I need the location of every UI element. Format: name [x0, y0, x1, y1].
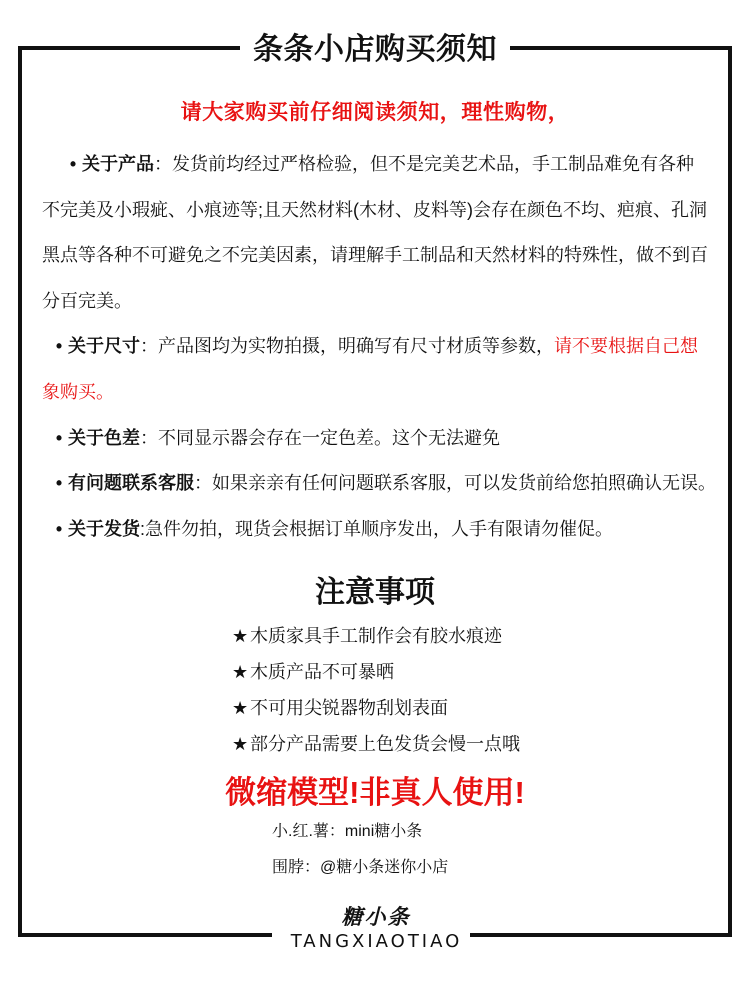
social-label: 小.红.薯： [272, 823, 345, 840]
note-text: 木质产品不可暴晒 [250, 662, 394, 682]
notice-label: 关于发货 [68, 518, 140, 539]
notice-text-line: 不完美及小瑕疵、小痕迹等;且天然材料(木材、皮料等)会存在颜色不均、疤痕、孔洞 [42, 199, 707, 220]
bullet-icon: • [55, 473, 63, 494]
social-item-weibo [272, 850, 592, 886]
notice-label: 关于尺寸 [68, 336, 140, 357]
notice-highlight: 请不要根据自己想 [554, 336, 698, 357]
notice-label: 关于产品 [82, 154, 154, 174]
star-icon: ★ [232, 698, 249, 718]
notice-label: 有问题联系客服 [68, 473, 194, 494]
star-icon: ★ [232, 734, 249, 754]
social-value: @糖小条迷你小店 [320, 859, 449, 876]
notice-text-line: 黑点等各种不可避免之不完美因素，请理解手工制品和天然材料的特殊性，做不到百 [42, 245, 708, 266]
notice-size-line [42, 324, 726, 370]
page-title: 条条小店购买须知 [253, 33, 497, 66]
notice-shipping [42, 507, 726, 553]
brand-name-cn: 糖小条 [341, 906, 411, 929]
bullet-icon: • [55, 336, 63, 357]
notice-color-difference [42, 416, 726, 462]
notice-text: 发货前均经过严格检验，但不是完美艺术品，手工制品难免有各种 [172, 154, 694, 174]
note-item [232, 654, 652, 690]
brand-name-en: TANGXIAOTIAO [290, 931, 463, 952]
notice-text: 急件勿拍，现货会根据订单顺序发出，人手有限请勿催促。 [145, 518, 614, 539]
notice-colon: ： [154, 154, 172, 174]
notes-list [232, 618, 652, 762]
social-item-xiaohongshu [272, 814, 592, 850]
notice-colon: ： [140, 427, 158, 448]
star-icon: ★ [232, 662, 249, 682]
intro-reminder: 请大家购买前仔细阅读须知，理性购物， [180, 101, 570, 124]
notice-customer-service [42, 461, 726, 507]
notice-text: 不同显示器会存在一定色差。这个无法避免 [158, 427, 500, 448]
note-text: 不可用尖锐器物刮划表面 [250, 698, 448, 718]
notice-colon: ： [194, 473, 212, 494]
note-item [232, 618, 652, 654]
note-item [232, 690, 652, 726]
bullet-icon: • [55, 518, 63, 539]
bullet-icon: • [69, 154, 77, 174]
notice-text: 如果亲亲有任何问题联系客服，可以发货前给您拍照确认无误。 [212, 473, 716, 494]
note-text: 木质家具手工制作会有胶水痕迹 [250, 626, 502, 646]
notice-text: 产品图均为实物拍摄，明确写有尺寸材质等参数， [158, 336, 554, 357]
social-label: 围脖： [272, 859, 321, 876]
notes-heading: 注意事项 [315, 576, 435, 609]
social-value: mini糖小条 [344, 823, 423, 840]
notice-text-line: 分百完美。 [42, 290, 132, 311]
notice-label: 关于色差 [68, 427, 140, 448]
social-list [272, 814, 592, 886]
star-icon: ★ [232, 626, 249, 646]
notice-colon: ： [140, 336, 158, 357]
note-item [232, 726, 652, 762]
notice-product-line [42, 142, 726, 188]
warning-banner: 微缩模型!非真人使用! [225, 775, 525, 810]
note-text: 部分产品需要上色发货会慢一点哦 [250, 734, 520, 754]
notice-colon: : [140, 518, 146, 539]
notice-highlight-line: 象购买。 [42, 381, 114, 402]
notice-list [42, 142, 726, 552]
bullet-icon: • [55, 427, 63, 448]
